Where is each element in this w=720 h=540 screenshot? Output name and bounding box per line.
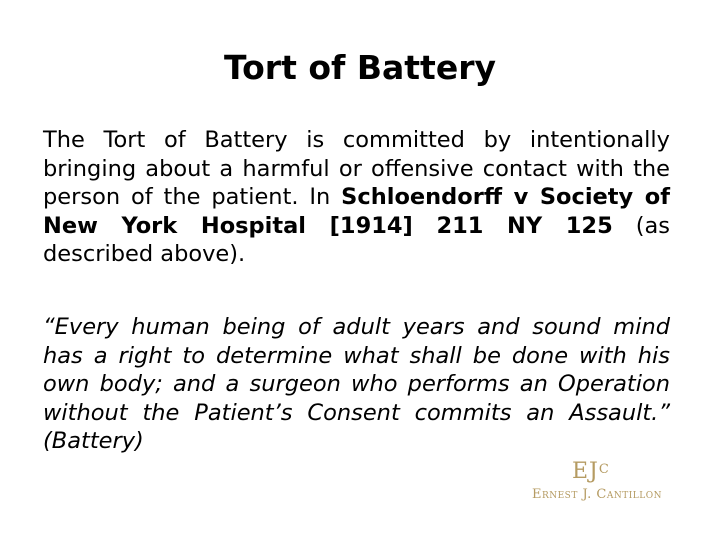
case-citation: Schloendorff v Society of New York Hospital [1914] 211 NY 125 <box>43 184 671 239</box>
logo-monogram-sup: C <box>598 462 610 477</box>
logo-monogram-main: EJ <box>572 459 599 484</box>
quote-paragraph: “Every human being of adult years and sound mind has a right to determine what shall be done with his own body; and a surgeon who performs an Operation without the Patient’s Consent commits an Assault.” (Battery) <box>43 314 670 455</box>
logo-name: Ernest J. Cantillon <box>531 487 663 502</box>
intro-text-start: The Tort of Battery is committed by intentionally bringing about a harmful or offensive contact with the person of the patient. In <box>43 127 670 211</box>
intro-text-end: (as described above). <box>43 212 670 268</box>
slide-title: Tort of Battery <box>224 48 496 87</box>
brand-logo <box>512 458 682 508</box>
logo-monogram <box>572 458 610 486</box>
intro-paragraph <box>43 126 670 269</box>
